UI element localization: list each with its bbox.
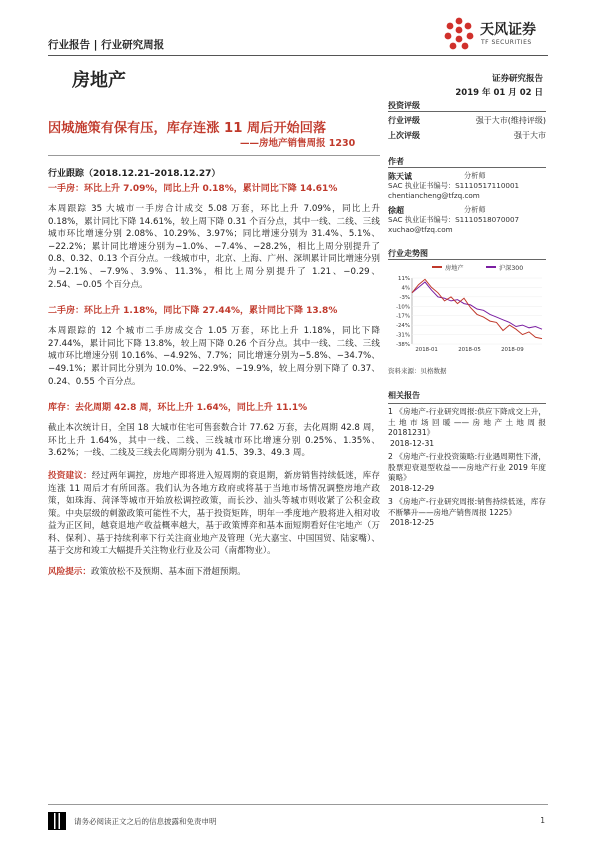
logo-text-cn: 天风证券	[480, 22, 536, 38]
footer-disclaimer: 请务必阅读正文之后的信息披露和免责申明	[74, 817, 217, 826]
chart-source: 资料来源：贝格数据	[388, 367, 447, 375]
header-rule	[48, 55, 548, 56]
report-date: 2019 年 01 月 02 日	[455, 88, 543, 98]
y-tick-label: -24%	[396, 323, 410, 330]
section-title-new-homes: 一手房：环比上升 7.09%，同比上升 0.18%，累计同比下降 14.61%	[48, 184, 338, 194]
author-sac: SAC 执业证书编号：S1110518070007	[388, 215, 520, 224]
page-number: 1	[540, 816, 545, 825]
y-tick-label: -3%	[399, 294, 410, 301]
logo-text-en: TF SECURITIES	[481, 39, 532, 46]
related-report-item[interactable]	[388, 452, 546, 494]
section-text-resale: 本周跟踪的 12 个城市二手房成交合 1.05 万套，环比上升 1.18%，同比下降 27.44%，累计同比下降 13.8%，较上周下降 0.26 个百分点。其中一线、二线、三线城市环比增速分别 10.16%、−4.92%、7.7%；同比增速分别为−5.8%、−34.7%、−49.1%；累计同比分别为 10.0%、−22.9%、−19.9%，较上周分别下降了 0.37、0.24、0.55 个百分点。	[48, 326, 380, 387]
chart-panel	[388, 248, 546, 378]
y-tick-label: -10%	[396, 304, 410, 311]
report-body	[48, 168, 380, 579]
related-panel	[388, 390, 546, 529]
qr-code-icon	[48, 812, 66, 830]
breadcrumb: 行业报告 | 行业研究周报	[48, 39, 165, 51]
main-title: 因城施策有保有压，库存连涨 11 周后开始回落	[48, 121, 327, 136]
rating-rule	[388, 111, 546, 112]
x-tick-label: 2018-01	[415, 347, 438, 353]
author-sac: SAC 执业证书编号：S1110517110001	[388, 181, 520, 190]
risk-text: 政策放松不及预期、基本面下滑超预期。	[90, 567, 246, 578]
related-report-title: 3 《房地产-行业研究周报:销售持续低迷，库存不断攀升——房地产销售周报 1225》	[388, 497, 546, 517]
section-title-resale: 二手房：环比上升 1.18%，同比下降 27.44%，累计同比下降 13.8%	[48, 306, 338, 317]
related-report-item[interactable]	[388, 407, 546, 449]
related-report-title: 1 《房地产-行业研究周报:供应下降成交上升，土地市场回暖——房地产土地周报 20181231》	[388, 407, 546, 437]
risk-warning	[48, 566, 380, 579]
advice-label: 投资建议：	[48, 470, 92, 481]
author-role: 分析师	[464, 205, 486, 214]
related-report-title: 2 《房地产-行业投资策略:行业遇周期性下滑，股票迎衰退型收益——房地产行业 2019 年度策略》	[388, 452, 546, 482]
legend-label: 沪深300	[499, 265, 524, 272]
legend-label: 房地产	[445, 265, 464, 272]
y-tick-label: -31%	[396, 332, 410, 339]
investment-advice	[48, 470, 380, 558]
related-report-date: 2018-12-31	[390, 438, 435, 448]
related-header: 相关报告	[388, 391, 420, 400]
company-logo	[440, 15, 550, 55]
related-report-date: 2018-12-25	[390, 518, 435, 527]
section-text-new-homes: 本周跟踪 35 大城市一手房合计成交 5.08 万套，环比上升 7.09%，同比上升 0.18%，累计同比下降 14.61%，较上周下降 0.31 个百分点，其中一线、二线、三线城市环比增速分别 2.08%、10.29%、3.97%；同比增速分别为 31.4%、5.1%、−22.2%；累计同比增速分别为−1.0%、−7.4%、−28.2%，相比上周分别提升了 0.8、0.32、0.13 个百分点。一线城市中，北京、上海、广州、深圳累计同比增速分别为−2.1%、−7.9%、3.9%、11.3%，相比上周分别提升了 1.21、−0.29、2.54、−0.05 个百分点。	[48, 204, 380, 290]
author-email[interactable]: chentiancheng@tfzq.com	[388, 191, 480, 200]
related-report-date: 2018-12-29	[390, 483, 435, 493]
y-tick-label: -38%	[396, 342, 410, 348]
title-rule	[48, 155, 380, 156]
chart-rule	[388, 259, 546, 260]
risk-label: 风险提示：	[48, 567, 91, 578]
author-name: 徐超	[388, 206, 404, 215]
section-title-inventory: 库存：去化周期 42.8 周，环比上升 1.64%，同比上升 11.1%	[48, 403, 308, 414]
author-email[interactable]: xuchao@tfzq.com	[388, 225, 453, 234]
y-tick-label: 11%	[398, 276, 410, 282]
chart-header: 行业走势图	[388, 249, 428, 258]
authors-rule	[388, 167, 546, 168]
author-role: 分析师	[464, 171, 486, 180]
authors-header: 作者	[388, 157, 404, 166]
report-type: 证券研究报告	[491, 74, 543, 84]
y-tick-label: 4%	[401, 285, 410, 292]
logo-mark-icon	[440, 15, 478, 53]
related-rule	[388, 403, 546, 404]
prev-rating-label: 上次评级	[388, 131, 420, 140]
advice-text: 经过两年调控，房地产即将进入短周期的衰退期，新房销售持续低迷，库存连涨 11 周后才有所回落。我们认为各地方政府或将基于当地市场情况调整房地产政策，如珠海、菏泽等城市开始放松调控政策，而长沙、汕头等城市则收紧了公积金政策。中央层级的刺激政策可能性不大，基于投资矩阵，明年一季度地产股将进入相对收益为正区间，越衰退地产收益概率越大，基于政策博弈和基本面短期看好住宅地产（万科、保利）、基于持续利率下行关注商业地产及管理（光大嘉宝、中国国贸、陆家嘴）、基于交房和竣工大幅提升关注物业行业及公司（南都物业）。	[48, 470, 380, 557]
section-text-inventory: 截止本次统计日，全国 18 大城市住宅可售套数合计 77.62 万套，去化周期 42.8 周，环比上升 1.64%，其中一线、二线、三线城市环比增速分别 0.25%、1.35%、3.62%；一线、二线及三线去化周期分别为 41.5、39.3、49.3 周。	[48, 423, 380, 459]
y-tick-label: -17%	[396, 313, 410, 320]
sector-title: 房地产	[72, 70, 126, 91]
industry-rating-value: 强于大市(维持评级)	[475, 116, 546, 125]
author-name: 陈天诚	[388, 172, 412, 181]
tracking-period: 行业跟踪（2018.12.21–2018.12.27）	[48, 169, 221, 179]
rating-header: 投资评级	[388, 101, 420, 110]
subtitle: ——房地产销售周报 1230	[240, 138, 356, 149]
footer-rule	[48, 804, 548, 805]
related-report-item[interactable]	[388, 497, 546, 529]
industry-rating-label: 行业评级	[388, 116, 420, 125]
x-tick-label: 2018-05	[458, 347, 481, 353]
series-line-hs300	[412, 282, 542, 329]
prev-rating-value: 强于大市	[514, 131, 546, 140]
industry-trend-chart	[388, 262, 546, 354]
x-tick-label: 2018-09	[501, 347, 524, 353]
